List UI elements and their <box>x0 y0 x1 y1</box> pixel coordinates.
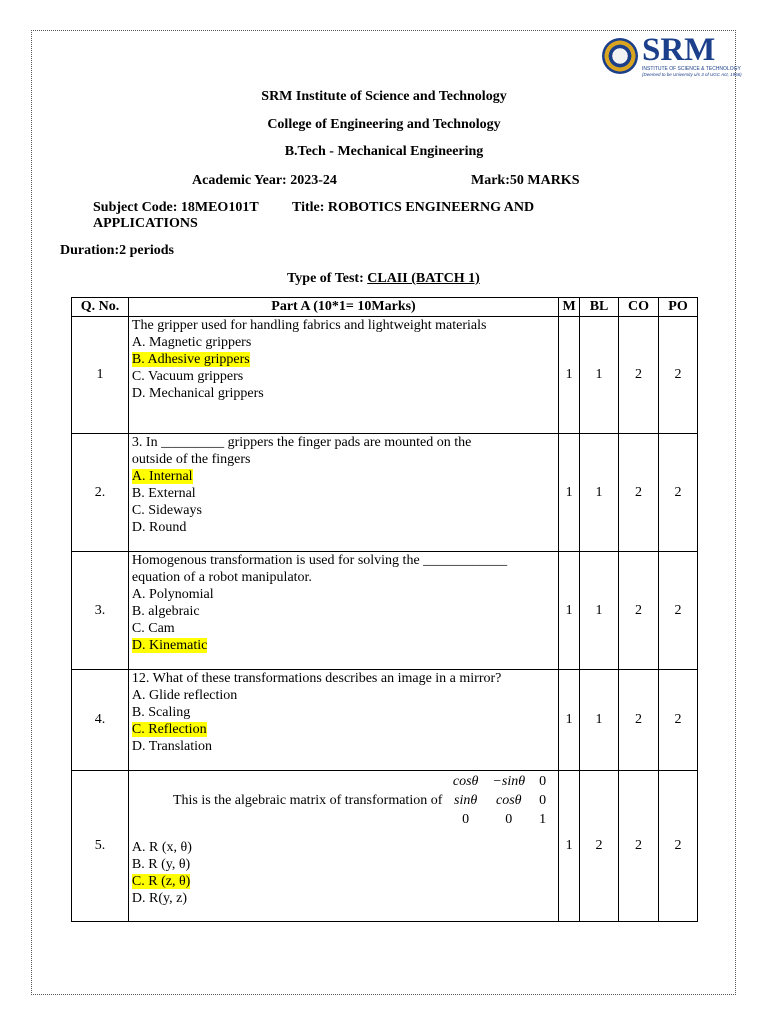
col-bl: BL <box>580 298 619 317</box>
option: C. Vacuum grippers <box>131 369 244 384</box>
option-correct: D. Kinematic <box>131 638 208 653</box>
col-m: M <box>559 298 580 317</box>
question-number: 3. <box>72 552 129 670</box>
marks-cell: 1 <box>559 552 580 670</box>
subject-code: Subject Code: 18MEO101T <box>93 200 259 215</box>
logo-tagline: (Deemed to be University u/s 3 of UGC Act, 1956) <box>642 72 742 77</box>
marks-cell: 1 <box>559 670 580 771</box>
marks-cell: 1 <box>559 317 580 434</box>
co-cell: 2 <box>619 317 659 434</box>
marks-cell: 1 <box>559 434 580 552</box>
question-text <box>128 771 558 922</box>
table-row <box>72 317 698 434</box>
po-cell: 2 <box>658 434 697 552</box>
co-cell: 2 <box>619 771 659 922</box>
question-text <box>128 670 558 771</box>
matrix-cell: −sinθ <box>492 774 526 789</box>
option: B. R (y, θ) <box>131 857 191 872</box>
option: A. R (x, θ) <box>131 840 192 855</box>
question-stem: The gripper used for handling fabrics and lightweight materials <box>131 318 487 333</box>
question-number: 2. <box>72 434 129 552</box>
matrix-cell: 0 <box>539 774 547 789</box>
total-marks: Mark:50 MARKS <box>471 173 580 188</box>
bl-cell: 1 <box>580 552 619 670</box>
test-type-value: CLAII (BATCH 1) <box>367 271 480 286</box>
program-name: B.Tech - Mechanical Engineering <box>284 144 484 159</box>
question-stem: outside of the fingers <box>131 452 251 467</box>
option-correct: B. Adhesive grippers <box>131 352 250 367</box>
question-number: 5. <box>72 771 129 922</box>
co-cell: 2 <box>619 552 659 670</box>
matrix-cell: 0 <box>505 812 513 827</box>
question-text <box>128 434 558 552</box>
option-correct: C. Reflection <box>131 722 207 737</box>
option-correct: A. Internal <box>131 469 193 484</box>
question-table <box>71 297 698 922</box>
subject-title: Title: ROBOTICS ENGINEERNG AND <box>292 200 535 215</box>
option: B. External <box>131 486 196 501</box>
rotation-matrix <box>446 772 553 829</box>
institute-name: SRM Institute of Science and Technology <box>261 89 507 104</box>
academic-year: Academic Year: 2023-24 <box>192 173 337 188</box>
option: D. R(y, z) <box>131 891 187 906</box>
question-text <box>128 552 558 670</box>
option: D. Mechanical grippers <box>131 386 264 401</box>
question-stem: 12. What of these transformations describes an image in a mirror? <box>131 671 502 686</box>
option: D. Translation <box>131 739 213 754</box>
po-cell: 2 <box>658 670 697 771</box>
option: C. Cam <box>131 621 175 636</box>
option: A. Glide reflection <box>131 688 238 703</box>
matrix-cell: cosθ <box>452 774 479 789</box>
duration: Duration:2 periods <box>60 243 174 258</box>
po-cell: 2 <box>658 552 697 670</box>
matrix-stem <box>132 772 555 829</box>
question-number: 4. <box>72 670 129 771</box>
bl-cell: 2 <box>580 771 619 922</box>
bl-cell: 1 <box>580 434 619 552</box>
option: C. Sideways <box>131 503 202 518</box>
option: B. Scaling <box>131 705 191 720</box>
table-row <box>72 552 698 670</box>
matrix-cell: 1 <box>539 812 547 827</box>
question-stem: 3. In _________ grippers the finger pads are mounted on the <box>131 435 472 450</box>
option: A. Magnetic grippers <box>131 335 252 350</box>
matrix-cell: sinθ <box>454 793 478 808</box>
col-co: CO <box>619 298 659 317</box>
logo-brand: SRM <box>642 32 716 68</box>
co-cell: 2 <box>619 434 659 552</box>
table-row <box>72 771 698 922</box>
col-po: PO <box>658 298 697 317</box>
option: D. Round <box>131 520 187 535</box>
col-part-a: Part A (10*1= 10Marks) <box>128 298 558 317</box>
srm-seal-icon <box>602 38 638 74</box>
matrix-cell: 0 <box>462 812 470 827</box>
test-type-label: Type of Test: <box>287 271 368 286</box>
question-text <box>128 317 558 434</box>
table-row <box>72 670 698 771</box>
option-correct: C. R (z, θ) <box>131 874 191 889</box>
po-cell: 2 <box>658 771 697 922</box>
question-stem: equation of a robot manipulator. <box>131 570 312 585</box>
marks-cell: 1 <box>559 771 580 922</box>
bl-cell: 1 <box>580 317 619 434</box>
srm-logo <box>602 32 742 78</box>
matrix-cell: cosθ <box>495 793 522 808</box>
college-name: College of Engineering and Technology <box>267 117 501 132</box>
co-cell: 2 <box>619 670 659 771</box>
logo-subtitle: INSTITUTE OF SCIENCE & TECHNOLOGY <box>642 66 741 72</box>
question-stem: Homogenous transformation is used for solving the ____________ <box>131 553 508 568</box>
option: B. algebraic <box>131 604 200 619</box>
question-number: 1 <box>72 317 129 434</box>
bl-cell: 1 <box>580 670 619 771</box>
question-stem: This is the algebraic matrix of transformation of <box>172 793 443 808</box>
table-header-row <box>72 298 698 317</box>
po-cell: 2 <box>658 317 697 434</box>
option: A. Polynomial <box>131 587 214 602</box>
table-row <box>72 434 698 552</box>
matrix-cell: 0 <box>539 793 547 808</box>
test-type <box>287 271 480 287</box>
subject-title-cont: APPLICATIONS <box>93 216 198 231</box>
col-qno: Q. No. <box>72 298 129 317</box>
